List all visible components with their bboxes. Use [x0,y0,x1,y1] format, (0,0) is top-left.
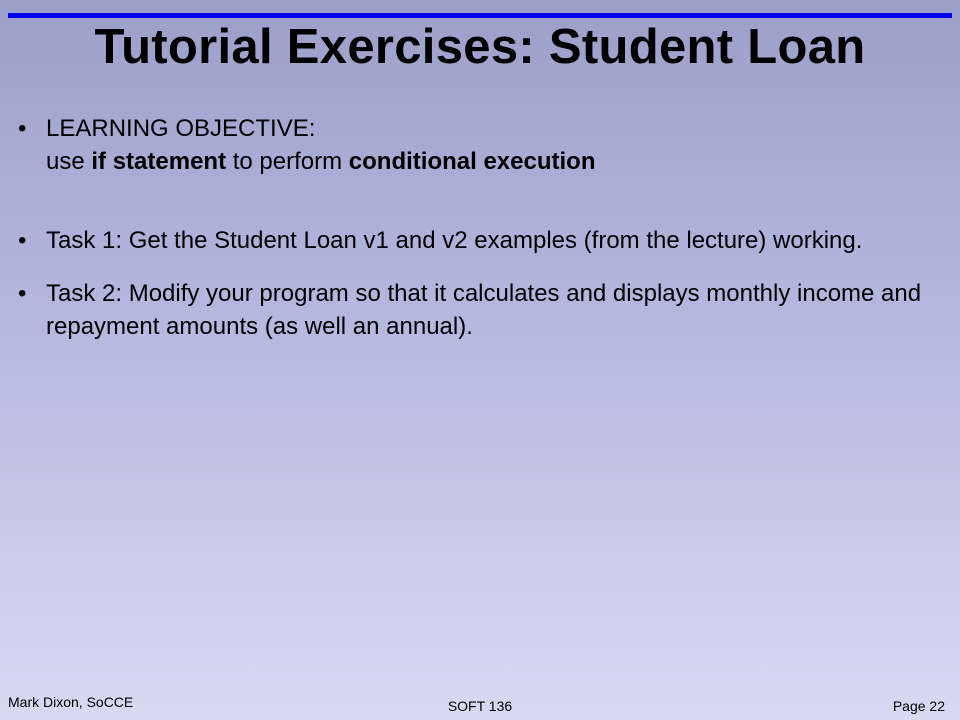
objective-text-part: to perform [226,148,349,175]
bullet-marker: • [18,227,27,254]
task-1-text: Task 1: Get the Student Loan v1 and v2 examples (from the lecture) working. [46,227,863,254]
learning-objective-text [46,145,948,178]
footer-author: Mark Dixon, SoCCE [8,694,134,710]
bullet-task-1 [18,224,948,257]
objective-bold-if-statement: if statement [91,148,227,175]
bullet-marker: • [18,280,27,307]
bullet-task-2 [18,277,948,343]
footer-course: SOFT 136 [447,698,513,714]
objective-bold-conditional-execution: conditional execution [348,148,596,175]
footer-page-number: Page 22 [892,698,945,714]
task-2-text: Task 2: Modify your program so that it calculates and displays monthly income and repayment amounts (as well an annual). [46,280,922,340]
bullet-list [18,112,948,343]
slide-title: Tutorial Exercises: Student Loan [94,20,866,74]
bullet-marker: • [18,115,27,142]
bullet-learning-objective [18,112,948,178]
objective-text-part: use [46,148,92,175]
learning-objective-heading: LEARNING OBJECTIVE: [46,115,316,142]
